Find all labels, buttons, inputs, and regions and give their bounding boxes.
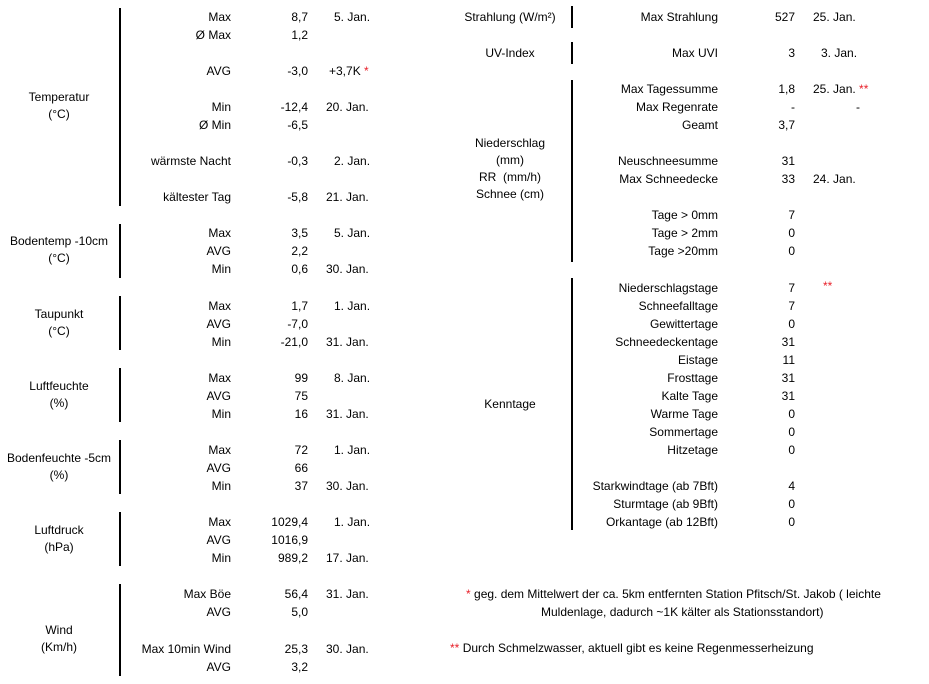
row-date: 30. Jan. xyxy=(326,262,369,276)
row-label: kältester Tag xyxy=(163,190,231,204)
row-label: Max xyxy=(208,10,231,24)
row-value: 8,7 xyxy=(291,10,308,24)
category-uv: UV-Index xyxy=(485,46,535,60)
row-label: Min xyxy=(211,100,231,114)
row-value: 4 xyxy=(788,479,795,493)
row-label: AVG xyxy=(206,660,231,674)
row-label: Max xyxy=(208,443,231,457)
row-date: 20. Jan. xyxy=(326,100,369,114)
section-divider xyxy=(571,80,573,262)
category-precipitation: Niederschlag (mm) RR (mm/h) Schnee (cm) xyxy=(474,136,546,201)
row-label: AVG xyxy=(206,533,231,547)
row-label: Gewittertage xyxy=(649,317,718,331)
footnote-marker: ** xyxy=(859,82,869,96)
row-label: Geamt xyxy=(681,118,718,132)
footnote-1-continued: Muldenlage, dadurch ~1K kälter als Stationsstandort) xyxy=(541,605,824,619)
row-date: 31. Jan. xyxy=(326,587,369,601)
row-value: 0 xyxy=(788,407,795,421)
row-value: 56,4 xyxy=(284,587,308,601)
row-date: 25. Jan. xyxy=(813,10,856,24)
row-date: 5. Jan. xyxy=(334,10,371,24)
row-value: 7 xyxy=(788,299,795,313)
row-date: 5. Jan. xyxy=(334,226,371,240)
row-label: Frosttage xyxy=(667,371,718,385)
category-humidity: Luftfeuchte (%) xyxy=(29,379,89,410)
row-value: 0 xyxy=(788,317,795,331)
row-value: -3,0 xyxy=(287,64,308,78)
row-label: Neuschneesumme xyxy=(617,154,718,168)
row-value: 31 xyxy=(781,371,795,385)
row-date: - xyxy=(856,100,860,114)
category-soil-temp: Bodentemp -10cm (°C) xyxy=(9,234,109,265)
row-value: 1016,9 xyxy=(271,533,308,547)
row-label: Hitzetage xyxy=(667,443,718,457)
row-label: Ø Max xyxy=(195,28,231,42)
row-label: Orkantage (ab 12Bft) xyxy=(605,515,718,529)
row-label: AVG xyxy=(206,317,231,331)
row-value: 0 xyxy=(788,244,795,258)
section-divider xyxy=(571,42,573,64)
row-value: 75 xyxy=(294,389,308,403)
section-divider xyxy=(119,584,121,676)
row-label: AVG xyxy=(206,605,231,619)
row-value: 31 xyxy=(781,389,795,403)
category-temperature: Temperatur (°C) xyxy=(28,90,90,121)
row-value: 1,8 xyxy=(778,82,795,96)
section-divider xyxy=(119,512,121,566)
row-value: 31 xyxy=(781,154,795,168)
row-label: Min xyxy=(211,551,231,565)
row-value: 72 xyxy=(294,443,308,457)
row-label: Eistage xyxy=(677,353,718,367)
row-value: 1,2 xyxy=(291,28,308,42)
row-label: Max Strahlung xyxy=(640,10,718,24)
category-dewpoint: Taupunkt (°C) xyxy=(34,307,84,338)
footnote-marker: ** xyxy=(450,641,460,655)
row-value: -7,0 xyxy=(287,317,308,331)
row-label: AVG xyxy=(206,461,231,475)
row-value: 989,2 xyxy=(277,551,308,565)
row-label: Ø Min xyxy=(198,118,231,132)
row-date: 8. Jan. xyxy=(334,371,371,385)
row-date: 31. Jan. xyxy=(326,407,369,421)
row-value: 0 xyxy=(788,226,795,240)
row-label: Min xyxy=(211,407,231,421)
row-date: 3. Jan. xyxy=(821,46,858,60)
row-label: Max xyxy=(208,299,231,313)
footnote-marker: ** xyxy=(823,279,833,293)
row-label: Tage >20mm xyxy=(648,244,718,258)
row-deviation: +3,7K * xyxy=(329,64,369,78)
row-value: -21,0 xyxy=(280,335,308,349)
row-value: 3,2 xyxy=(291,660,308,674)
footnote-marker: * xyxy=(364,64,369,78)
row-label: AVG xyxy=(206,389,231,403)
row-label: wärmste Nacht xyxy=(150,154,231,168)
category-pressure: Luftdruck (hPa) xyxy=(34,523,84,554)
section-divider xyxy=(119,224,121,278)
row-value: -12,4 xyxy=(280,100,308,114)
row-label: Niederschlagstage xyxy=(618,281,718,295)
row-value: 0 xyxy=(788,497,795,511)
row-label: Max xyxy=(208,515,231,529)
row-value: 3 xyxy=(788,46,795,60)
footnote-2: ** Durch Schmelzwasser, aktuell gibt es keine Regenmesserheizung xyxy=(450,641,814,655)
row-label: Starkwindtage (ab 7Bft) xyxy=(592,479,718,493)
row-value: 31 xyxy=(781,335,795,349)
row-value: 0 xyxy=(788,515,795,529)
row-value: 1,7 xyxy=(291,299,308,313)
row-date: 2. Jan. xyxy=(334,154,371,168)
row-value: 0 xyxy=(788,425,795,439)
row-label: Min xyxy=(211,479,231,493)
row-date-with-marker: 25. Jan. ** xyxy=(813,82,869,96)
row-label: Max Schneedecke xyxy=(619,172,718,186)
category-radiation: Strahlung (W/m²) xyxy=(464,10,556,24)
row-label: AVG xyxy=(206,64,231,78)
row-value: 37 xyxy=(294,479,308,493)
row-label: Kalte Tage xyxy=(661,389,718,403)
row-label: Max xyxy=(208,226,231,240)
row-date: 30. Jan. xyxy=(326,479,369,493)
row-label: Min xyxy=(211,262,231,276)
section-divider xyxy=(119,440,121,494)
footnote-marker: * xyxy=(466,587,471,601)
row-value: - xyxy=(791,100,795,114)
row-value: 16 xyxy=(294,407,308,421)
row-value: -0,3 xyxy=(287,154,308,168)
section-divider xyxy=(119,368,121,422)
row-date: 1. Jan. xyxy=(334,515,371,529)
row-date: 30. Jan. xyxy=(326,642,369,656)
row-label: Max Regenrate xyxy=(635,100,718,114)
row-value: 33 xyxy=(781,172,795,186)
row-value: 3,7 xyxy=(778,118,795,132)
row-value: 1029,4 xyxy=(271,515,308,529)
row-label: Sommertage xyxy=(649,425,718,439)
row-label: Min xyxy=(211,335,231,349)
row-date: 17. Jan. xyxy=(326,551,369,565)
row-value: -6,5 xyxy=(287,118,308,132)
section-divider xyxy=(119,296,121,350)
row-value: 3,5 xyxy=(291,226,308,240)
category-days: Kenntage xyxy=(484,397,536,411)
row-date: 21. Jan. xyxy=(326,190,369,204)
row-label: Max xyxy=(208,371,231,385)
row-value: 99 xyxy=(294,371,308,385)
footnote-1: * geg. dem Mittelwert der ca. 5km entfernten Station Pfitsch/St. Jakob ( leichte xyxy=(466,587,881,601)
row-value: 7 xyxy=(788,281,795,295)
row-value: 0 xyxy=(788,443,795,457)
row-value: -5,8 xyxy=(287,190,308,204)
row-label: Schneedeckentage xyxy=(615,335,718,349)
row-value: 5,0 xyxy=(291,605,308,619)
row-value: 2,2 xyxy=(291,244,308,258)
row-value: 25,3 xyxy=(284,642,308,656)
row-label: Tage > 0mm xyxy=(651,208,718,222)
row-value: 11 xyxy=(782,353,795,367)
category-soil-moisture: Bodenfeuchte -5cm (%) xyxy=(6,451,112,482)
row-value: 527 xyxy=(774,10,795,24)
section-divider xyxy=(571,6,573,28)
row-value: 0,6 xyxy=(291,262,308,276)
row-label: Sturmtage (ab 9Bft) xyxy=(613,497,718,511)
row-label: AVG xyxy=(206,244,231,258)
row-date: 1. Jan. xyxy=(334,299,371,313)
row-label: Max UVI xyxy=(671,46,718,60)
row-date: 24. Jan. xyxy=(813,172,856,186)
row-date: 31. Jan. xyxy=(326,335,369,349)
row-date: 1. Jan. xyxy=(334,443,371,457)
row-label: Max 10min Wind xyxy=(141,642,231,656)
category-wind: Wind (Km/h) xyxy=(41,623,77,654)
row-label: Max Böe xyxy=(183,587,231,601)
section-divider xyxy=(119,8,121,206)
row-label: Schneefalltage xyxy=(638,299,718,313)
row-label: Max Tagessumme xyxy=(620,82,718,96)
row-label: Tage > 2mm xyxy=(651,226,718,240)
row-label: Warme Tage xyxy=(650,407,718,421)
section-divider xyxy=(571,278,573,530)
row-value: 66 xyxy=(294,461,308,475)
row-value: 7 xyxy=(788,208,795,222)
